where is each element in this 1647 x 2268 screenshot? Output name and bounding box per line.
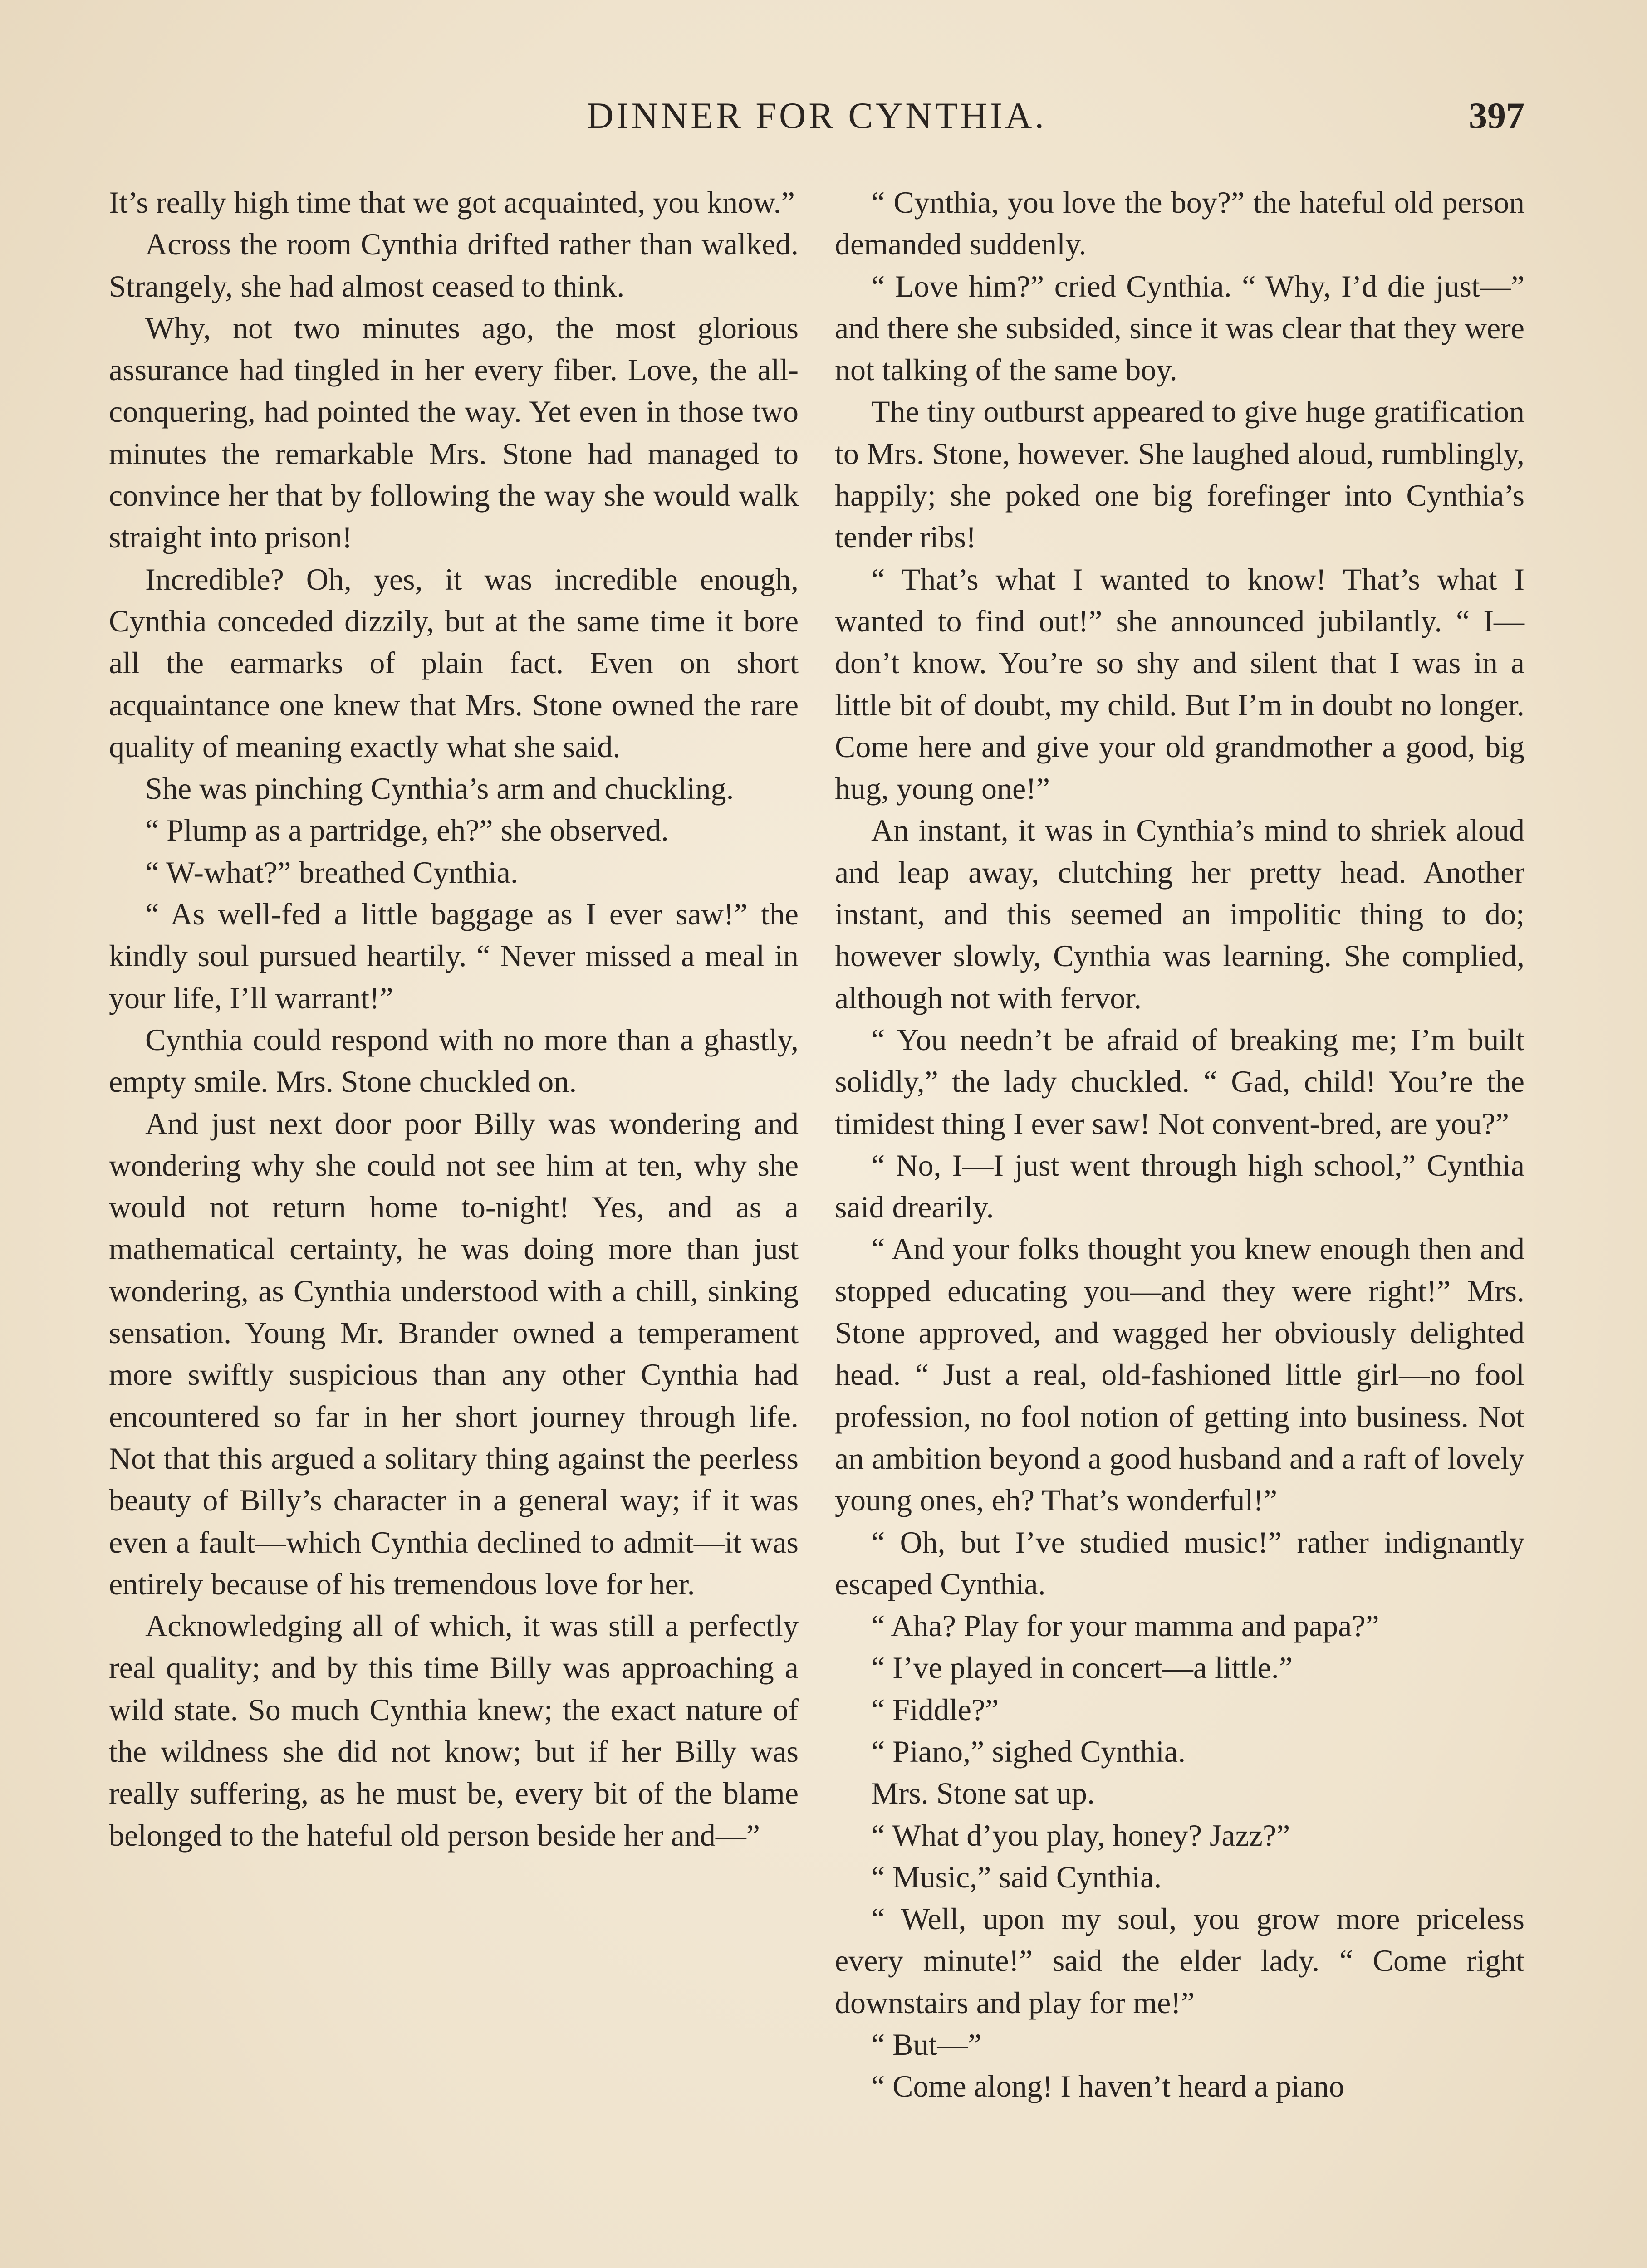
paragraph: Mrs. Stone sat up.	[871, 1776, 1095, 1811]
paragraph: “ W-what?” breathed Cynthia.	[145, 855, 518, 890]
paragraph: She was pinching Cynthia’s arm and chuckling.	[145, 771, 734, 806]
paragraph: And just next door poor Billy was wondering and wondering why she could not see him at ten, why she would not return home to-night! Yes, and as a mathematical certainty, he was doing more than just wondering, as Cynthia understood with a chill, sinking sensation. Young Mr. Brander owned a temperament more swiftly suspicious than any other Cynthia had encountered so far in her short journey through life. Not that this argued a solitary thing against the peerless beauty of Billy’s character in a general way; if it was even a fault—which Cynthia declined to admit—it was entirely because of his tremendous love for her.	[109, 1106, 799, 1601]
paragraph: “ I’ve played in concert—a little.”	[871, 1650, 1293, 1685]
paragraph: “ Love him?” cried Cynthia. “ Why, I’d die just—” and there she subsided, since it was clear that they were not talking of the same boy.	[835, 269, 1524, 387]
paragraph: “ Plump as a partridge, eh?” she observed.	[145, 813, 669, 848]
left-column	[109, 181, 799, 1856]
paragraph: Why, not two minutes ago, the most glorious assurance had tingled in her every fiber. Love, the all-conquering, had pointed the way. Yet even in those two minutes the remarkable Mrs. Stone had managed to convince her that by following the way she would walk straight into prison!	[109, 310, 799, 555]
paragraph: Across the room Cynthia drifted rather than walked. Strangely, she had almost ceased to think.	[109, 227, 799, 303]
paragraph: “ That’s what I wanted to know! That’s what I wanted to find out!” she announced jubilantly. “ I—don’t know. You’re so shy and silent that I was in a little bit of doubt, my child. But I’m in doubt no longer. Come here and give your old grandmother a good, big hug, young one!”	[835, 562, 1524, 806]
running-head: DINNER FOR CYNTHIA.	[587, 95, 1047, 136]
paragraph: “ As well-fed a little baggage as I ever saw!” the kindly soul pursued heartily. “ Never missed a meal in your life, I’ll warrant!”	[109, 897, 799, 1015]
paragraph: “ What d’you play, honey? Jazz?”	[871, 1818, 1290, 1853]
right-column	[835, 181, 1524, 2107]
paragraph: “ Fiddle?”	[871, 1692, 999, 1727]
paragraph: It’s really high time that we got acquainted, you know.”	[109, 185, 795, 220]
paragraph: “ Come along! I haven’t heard a piano	[871, 2069, 1344, 2104]
paragraph: “ Well, upon my soul, you grow more priceless every minute!” said the elder lady. “ Come right downstairs and play for me!”	[835, 1901, 1524, 2020]
paragraph: “ Piano,” sighed Cynthia.	[871, 1734, 1186, 1769]
paragraph: Acknowledging all of which, it was still a perfectly real quality; and by this time Billy was approaching a wild state. So much Cynthia knew; the exact nature of the wildness she did not know; but if her Billy was really suffering, as he must be, every bit of the blame belonged to the hateful old person beside her and—”	[109, 1608, 799, 1853]
paragraph: “ Oh, but I’ve studied music!” rather indignantly escaped Cynthia.	[835, 1525, 1524, 1601]
paragraph: “ Cynthia, you love the boy?” the hateful old person demanded suddenly.	[835, 185, 1524, 262]
paragraph: “ And your folks thought you knew enough then and stopped educating you—and they were right!” Mrs. Stone approved, and wagged her obviously delighted head. “ Just a real, old-fashioned little girl—no fool profession, no fool notion of getting into business. Not an ambition beyond a good husband and a raft of lovely young ones, eh? That’s wonderful!”	[835, 1232, 1524, 1518]
page-number: 397	[1469, 95, 1524, 136]
paragraph: “ You needn’t be afraid of breaking me; I’m built solidly,” the lady chuckled. “ Gad, child! You’re the timidest thing I ever saw! Not convent-bred, are you?”	[835, 1022, 1524, 1141]
paragraph: “ But—”	[871, 2027, 982, 2062]
paragraph: “ Aha? Play for your mamma and papa?”	[871, 1608, 1379, 1643]
paragraph: Cynthia could respond with no more than a ghastly, empty smile. Mrs. Stone chuckled on.	[109, 1022, 799, 1099]
page-header	[109, 91, 1524, 141]
paragraph: “ Music,” said Cynthia.	[871, 1859, 1162, 1894]
paragraph: Incredible? Oh, yes, it was incredible enough, Cynthia conceded dizzily, but at the same time it bore all the earmarks of plain fact. Even on short acquaintance one knew that Mrs. Stone owned the rare quality of meaning exactly what she said.	[109, 562, 799, 764]
paragraph: The tiny outburst appeared to give huge gratification to Mrs. Stone, however. She laughed aloud, rumblingly, happily; she poked one big forefinger into Cynthia’s tender ribs!	[835, 394, 1524, 555]
paragraph: An instant, it was in Cynthia’s mind to shriek aloud and leap away, clutching her pretty head. Another instant, and this seemed an impolitic thing to do; however slowly, Cynthia was learning. She complied, although not with fervor.	[835, 813, 1524, 1015]
paragraph: “ No, I—I just went through high school,” Cynthia said drearily.	[835, 1148, 1524, 1225]
